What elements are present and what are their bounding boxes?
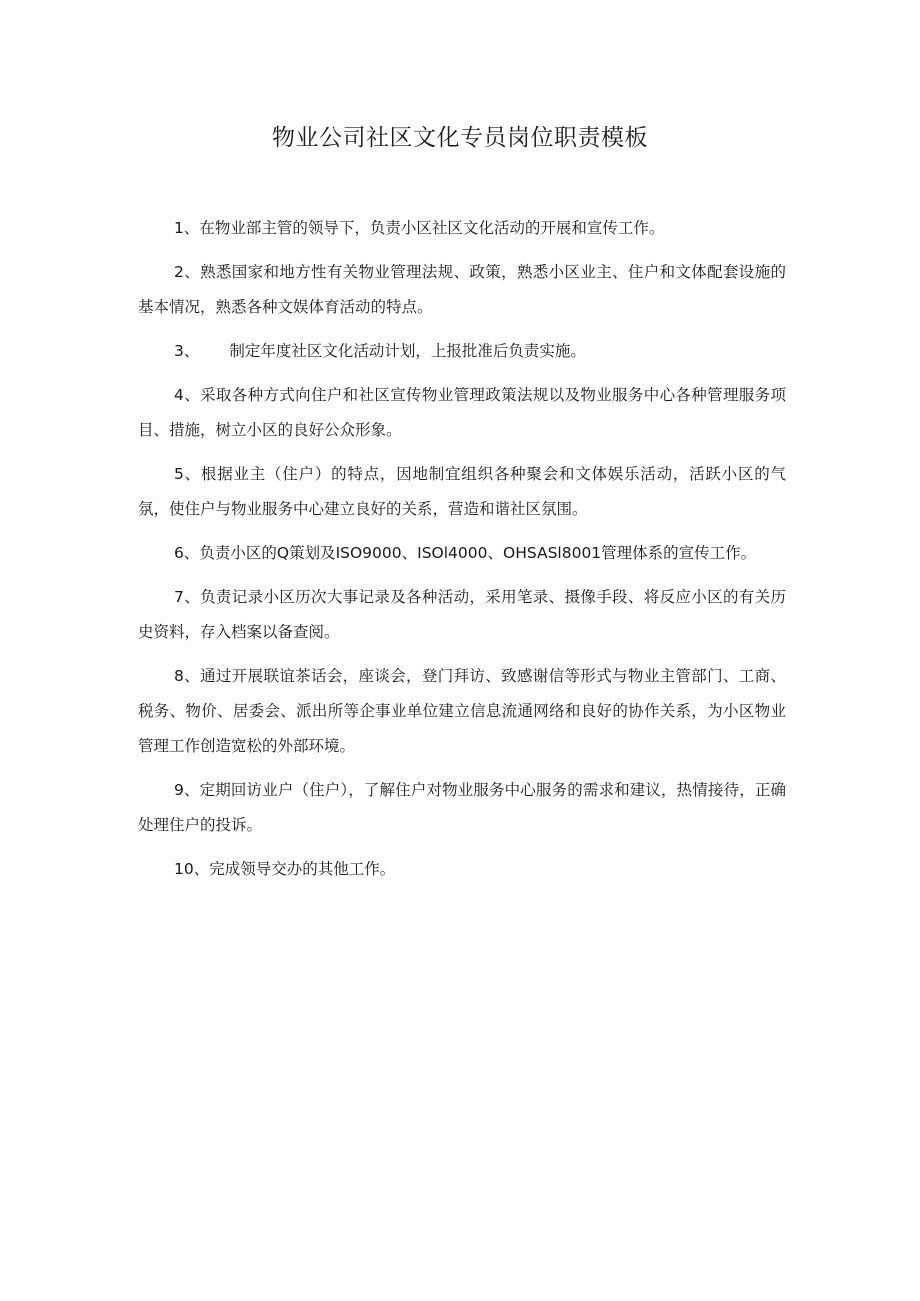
item-text: 负责记录小区历次大事记录及各种活动，采用笔录、摄像手段、将反应小区的有关历史资料，存入档案以备查阅。 xyxy=(138,588,786,641)
list-item xyxy=(138,659,786,764)
item-number: 9、 xyxy=(174,781,200,799)
list-item xyxy=(138,378,786,448)
item-text: 熟悉国家和地方性有关物业管理法规、政策，熟悉小区业主、住户和文体配套设施的基本情况，熟悉各种文娱体育活动的特点。 xyxy=(138,263,786,316)
item-number: 5、 xyxy=(174,465,201,483)
list-item xyxy=(138,580,786,650)
item-text: 通过开展联谊茶话会，座谈会，登门拜访、致感谢信等形式与物业主管部门、工商、税务、物价、居委会、派出所等企事业单位建立信息流通网络和良好的协作关系，为小区物业管理工作创造宽松的外部环境。 xyxy=(138,667,786,755)
item-text: 定期回访业户（住户），了解住户对物业服务中心服务的需求和建议，热情接待，正确处理住户的投诉。 xyxy=(138,781,786,834)
item-text: 制定年度社区文化活动计划，上报批准后负责实施。 xyxy=(229,342,586,360)
item-text: 在物业部主管的领导下，负责小区社区文化活动的开展和宣传工作。 xyxy=(199,219,665,237)
list-item xyxy=(138,773,786,843)
document-body xyxy=(138,211,786,896)
list-item xyxy=(138,255,786,325)
list-item xyxy=(138,852,786,887)
item-text: 采取各种方式向住户和社区宣传物业管理政策法规以及物业服务中心各种管理服务项目、措施，树立小区的良好公众形象。 xyxy=(138,386,786,439)
item-number: 7、 xyxy=(174,588,201,606)
item-text: 负责小区的Q策划及ISO9000、ISOl4000、OHSASl8001管理体系的宣传工作。 xyxy=(199,544,757,562)
item-number: 4、 xyxy=(174,386,201,404)
item-text: 完成领导交办的其他工作。 xyxy=(209,860,396,878)
list-item xyxy=(138,211,786,246)
item-number: 3、 xyxy=(174,342,200,360)
list-item xyxy=(138,334,786,369)
list-item xyxy=(138,536,786,571)
page-title: 物业公司社区文化专员岗位职责模板 xyxy=(272,125,648,151)
item-number: 10、 xyxy=(174,860,210,878)
item-number: 2、 xyxy=(174,263,201,281)
list-item xyxy=(138,457,786,527)
item-number: 1、 xyxy=(174,219,200,237)
item-text: 根据业主（住户）的特点，因地制宜组织各种聚会和文体娱乐活动，活跃小区的气氛，使住户与物业服务中心建立良好的关系，营造和谐社区氛围。 xyxy=(138,465,786,518)
item-number: 8、 xyxy=(174,667,201,685)
item-number: 6、 xyxy=(174,544,200,562)
